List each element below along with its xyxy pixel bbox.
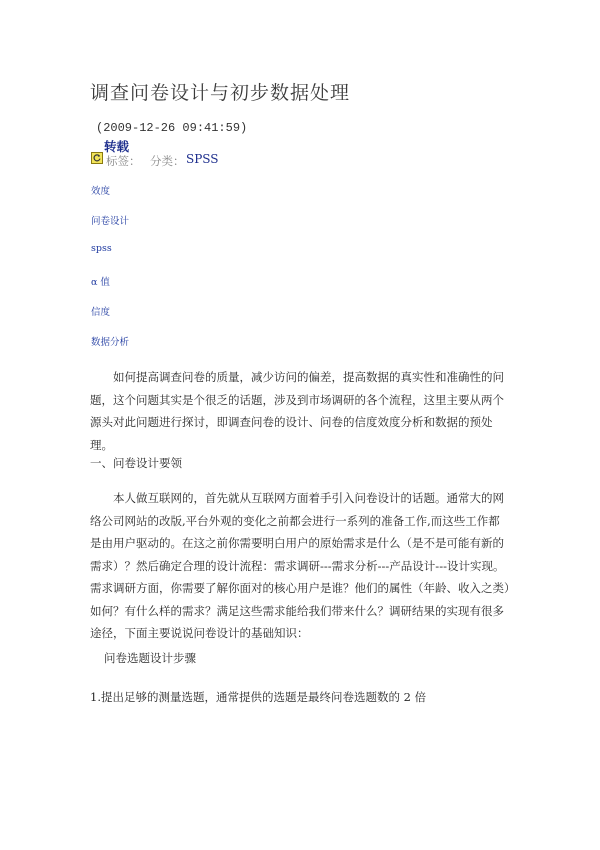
refresh-icon bbox=[91, 152, 103, 164]
intro-text: 如何提高调查问卷的质量，减少访问的偏差，提高数据的真实性和准确性的问题，这个问题其实是个很乏的话题，涉及到市场调研的各个流程，这里主要从两个源头对此问题进行探讨，即调查问卷的设计、问卷的信度效度分析和数据的预处理。 bbox=[90, 370, 504, 452]
post-date: (2009-12-26 09:41:59) bbox=[96, 121, 248, 135]
body-paragraph bbox=[90, 487, 510, 645]
repost-label: 转载 bbox=[104, 139, 130, 154]
tags-label: 标签： bbox=[106, 154, 141, 168]
tag-link[interactable]: 问卷设计 bbox=[91, 216, 130, 227]
page-title: 调查问卷设计与初步数据处理 bbox=[90, 82, 351, 104]
body-text: 本人做互联网的，首先就从互联网方面着手引入问卷设计的话题。通常大的网络公司网站的改版,平台外观的变化之前都会进行一系列的准备工作,而这些工作都是由用户驱动的。在这之前你需要明白用户的原始需求是什么（是不是可能有新的需求）？然后确定合理的设计流程：需求调研---需求分析---产品设计---设计实现。需求调研方面，你需要了解你面对的核心用户是谁？他们的属性（年龄、收入之类）如何？有什么样的需求？满足这些需求能给我们带来什么？调研结果的实现有很多途径，下面主要说说问卷设计的基础知识： bbox=[90, 491, 510, 640]
category-link[interactable]: SPSS bbox=[186, 152, 219, 166]
section-heading: 一、问卷设计要领 bbox=[90, 456, 182, 470]
tag-link[interactable]: α 值 bbox=[91, 277, 110, 288]
tag-link[interactable]: 数据分析 bbox=[91, 337, 130, 348]
tag-link[interactable]: 信度 bbox=[91, 307, 111, 318]
list-item: 1.提出足够的测量选题，通常提供的选题是最终问卷选题数的 2 倍 bbox=[90, 690, 427, 704]
tag-link[interactable]: 效度 bbox=[91, 186, 111, 197]
sub-heading: 问卷选题设计步骤 bbox=[104, 651, 196, 665]
tag-link[interactable]: spss bbox=[91, 243, 112, 254]
category-label: 分类： bbox=[150, 154, 185, 168]
intro-paragraph bbox=[90, 366, 510, 456]
